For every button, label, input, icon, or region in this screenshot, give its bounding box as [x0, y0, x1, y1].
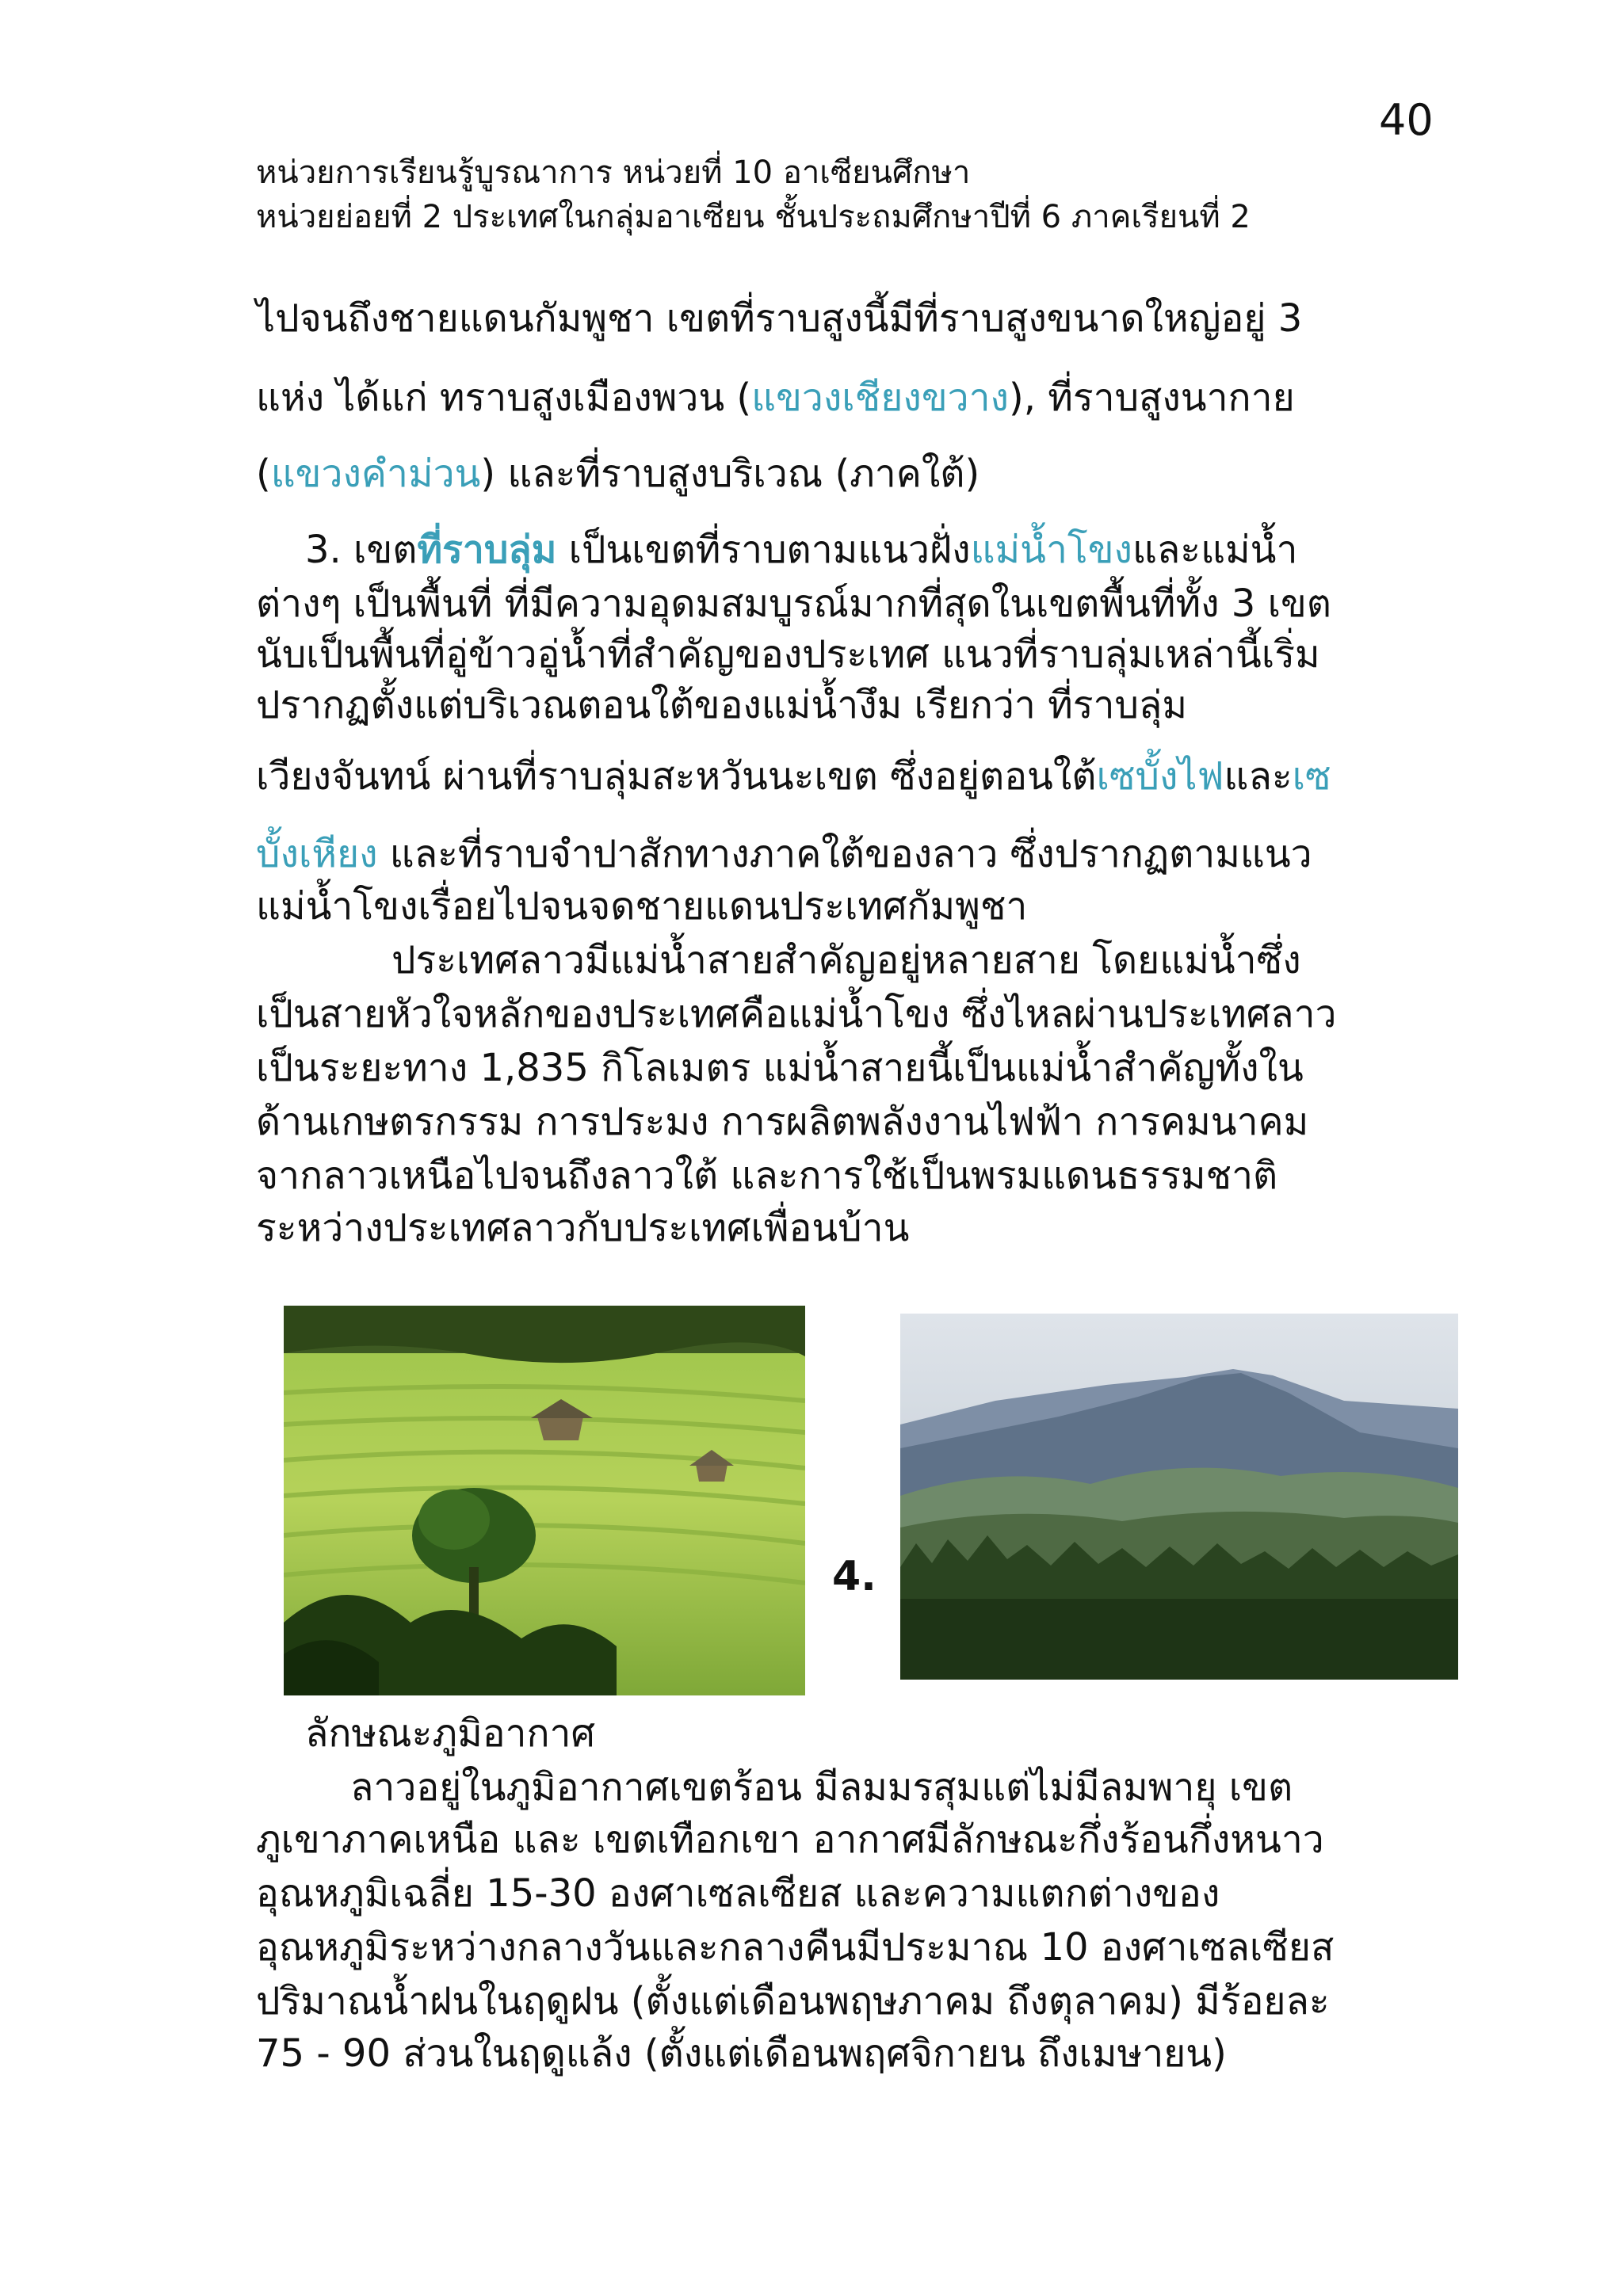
climate-line-1: ลาวอยู่ในภูมิอากาศเขตร้อน มีลมมรสุมแต่ไม่มีลมพายุ เขต	[350, 1765, 1293, 1810]
rivers-line-5: จากลาวเหนือไปจนถึงลาวใต้ และการใช้เป็นพรมแดนธรรมชาติ	[256, 1154, 1278, 1198]
climate-line-3: อุณหภูมิเฉลี่ย 15-30 องศาเซลเซียส และความแตกต่างของ	[256, 1871, 1220, 1916]
climate-line-6: 75 - 90 ส่วนในฤดูแล้ง (ตั้งแต่เดือนพฤศจิกายน ถึงเมษายน)	[256, 2031, 1227, 2076]
section3-line-1: 3. เขตที่ราบลุ่ม เป็นเขตที่ราบตามแนวฝั่งแม่น้ำโขงและแม่น้ำ	[305, 528, 1298, 572]
figure-number: 4.	[832, 1553, 876, 1600]
section3-line-4: ปรากฏตั้งแต่บริเวณตอนใต้ของแม่น้ำงึม เรียกว่า ที่ราบลุ่ม	[256, 683, 1187, 727]
rivers-line-2: เป็นสายหัวใจหลักของประเทศคือแม่น้ำโขง ซึ่งไหลผ่านประเทศลาว	[256, 992, 1337, 1036]
rivers-line-6: ระหว่างประเทศลาวกับประเทศเพื่อนบ้าน	[256, 1206, 910, 1250]
section3-line-3: นับเป็นพื้นที่อู่ข้าวอู่น้ำที่สำคัญของประเทศ แนวที่ราบลุ่มเหล่านี้เริ่ม	[256, 632, 1320, 677]
climate-heading: ลักษณะภูมิอากาศ	[305, 1711, 595, 1756]
page-number: 40	[1379, 95, 1434, 145]
link-lowland[interactable]: ที่ราบลุ่ม	[417, 528, 557, 572]
climate-line-2: ภูเขาภาคเหนือ และ เขตเทือกเขา อากาศมีลักษณะกึ่งร้อนกึ่งหนาว	[256, 1817, 1324, 1862]
section3-line-5: เวียงจันทน์ ผ่านที่ราบลุ่มสะหวันนะเขต ซึ่งอยู่ตอนใต้เซบั้งไฟและเซ	[256, 754, 1331, 799]
climate-line-4: อุณหภูมิระหว่างกลางวันและกลางคืนมีประมาณ 10 องศาเซลเซียส	[256, 1925, 1335, 1970]
link-xe-bang-fai[interactable]: เซบั้งไฟ	[1096, 754, 1224, 799]
section3-line-7: แม่น้ำโขงเรื่อยไปจนจดชายแดนประเทศกัมพูชา	[256, 884, 1028, 929]
para1-line-2: แห่ง ได้แก่ ทราบสูงเมืองพวน (แขวงเชียงขวาง), ที่ราบสูงนากาย	[256, 376, 1295, 420]
link-khammouane[interactable]: แขวงคำม่วน	[270, 452, 481, 496]
para1-line-1: ไปจนถึงชายแดนกัมพูชา เขตที่ราบสูงนี้มีที่ราบสูงขนาดใหญ่อยู่ 3	[256, 296, 1303, 341]
link-mekong[interactable]: แม่น้ำโขง	[970, 528, 1132, 572]
header-line-1: หน่วยการเรียนรู้บูรณาการ หน่วยที่ 10 อาเซียนศึกษา	[256, 154, 971, 191]
rivers-line-4: ด้านเกษตรกรรม การประมง การผลิตพลังงานไฟฟ้า การคมนาคม	[256, 1100, 1309, 1144]
rivers-line-1: ประเทศลาวมีแม่น้ำสายสำคัญอยู่หลายสาย โดยแม่น้ำซึ่ง	[391, 938, 1301, 982]
section3-line-2: ต่างๆ เป็นพื้นที่ ที่มีความอุดมสมบูรณ์มากที่สุดในเขตพื้นที่ทั้ง 3 เขต	[256, 582, 1331, 626]
climate-line-5: ปริมาณน้ำฝนในฤดูฝน (ตั้งแต่เดือนพฤษภาคม ถึงตุลาคม) มีร้อยละ	[256, 1979, 1330, 2023]
link-chiang-khwang[interactable]: แขวงเชียงขวาง	[751, 376, 1009, 420]
para1-line-3: (แขวงคำม่วน) และที่ราบสูงบริเวณ (ภาคใต้)	[256, 452, 980, 496]
header-line-2: หน่วยย่อยที่ 2 ประเทศในกลุ่มอาเซียน ชั้นประถมศึกษาปีที่ 6 ภาคเรียนที่ 2	[256, 199, 1251, 235]
mountain-photo	[900, 1314, 1458, 1680]
rivers-line-3: เป็นระยะทาง 1,835 กิโลเมตร แม่น้ำสายนี้เป็นแม่น้ำสำคัญทั้งใน	[256, 1046, 1304, 1090]
link-xe-banghiang-b[interactable]: บั้งเหียง	[256, 832, 378, 876]
rice-field-photo	[284, 1306, 805, 1695]
link-xe-banghiang-a[interactable]: เซ	[1292, 754, 1331, 799]
section3-line-6: บั้งเหียง และที่ราบจำปาสักทางภาคใต้ของลาว ซึ่งปรากฏตามแนว	[256, 832, 1312, 876]
